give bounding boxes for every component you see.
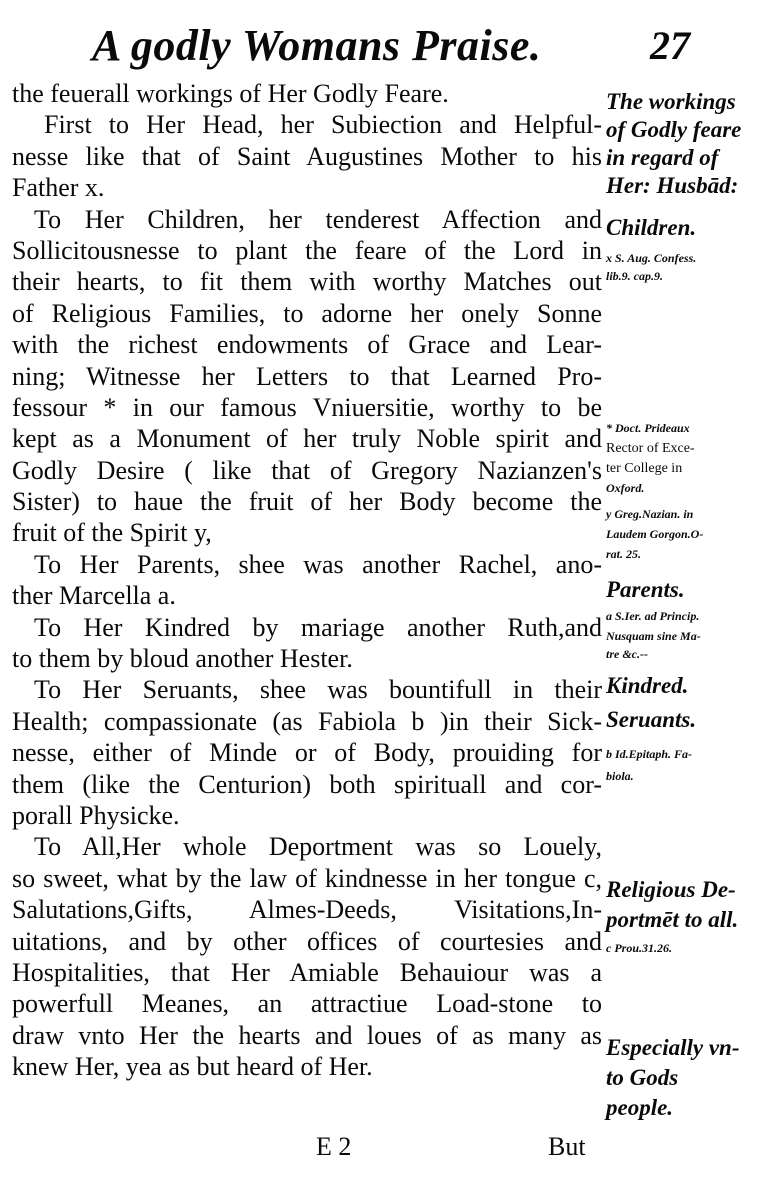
margin-note: portmēt to all.	[606, 907, 739, 932]
margin-note: Children.	[606, 215, 697, 240]
running-header	[0, 16, 783, 76]
body-text	[12, 78, 602, 1083]
margin-note: ter College in	[606, 461, 683, 476]
margin-note: Laudem Gorgon.O-	[606, 527, 704, 541]
margin-note: of Godly feare	[606, 117, 742, 142]
text-line: to them by bloud another Hester.	[12, 644, 353, 674]
text-line: To All,Her whole Deportment was so Louely,	[34, 832, 602, 862]
margin-note: * Doct. Prideaux	[606, 421, 690, 435]
text-line: Sollicitousnesse to plant the feare of the Lord in	[12, 235, 602, 265]
margin-note: lib.9. cap.9.	[606, 269, 663, 283]
text-line: nesse like that of Saint Augustines Mother to his	[12, 141, 602, 171]
margin-note: The workings	[606, 89, 736, 114]
text-line: them (like the Centurion) both spirituall and cor-	[12, 769, 602, 799]
margin-note: Nusquam sine Ma-	[606, 629, 701, 643]
text-line: To Her Parents, shee was another Rachel, ano-	[34, 549, 602, 579]
margin-note: x S. Aug. Confess.	[606, 251, 697, 265]
margin-note: c Prou.31.26.	[606, 941, 672, 955]
text-line: powerfull Meanes, an attractiue Load-stone to	[12, 989, 602, 1019]
margin-note: tre &c.--	[606, 647, 648, 661]
page-footer	[0, 1132, 783, 1168]
text-line: fessour * in our famous Vniuersitie, worthy to be	[12, 392, 602, 422]
text-line: their hearts, to fit them with worthy Matches out	[12, 267, 602, 297]
text-line: First to Her Head, her Subiection and Helpful-	[44, 110, 602, 140]
text-line: kept as a Monument of her truly Noble spirit and	[12, 424, 602, 454]
text-line: ther Marcella a.	[12, 581, 176, 611]
margin-note: biola.	[606, 769, 634, 783]
text-line: To Her Kindred by mariage another Ruth,and	[34, 612, 602, 642]
text-line: Sister) to haue the fruit of her Body become the	[12, 487, 602, 517]
text-line: fruit of the Spirit y,	[12, 518, 212, 548]
text-line: porall Physicke.	[12, 800, 180, 830]
margin-note: Parents.	[606, 577, 685, 602]
page-number: 27	[650, 23, 690, 68]
text-line: To Her Seruants, shee was bountifull in their	[34, 675, 602, 705]
margin-note: y Greg.Nazian. in	[606, 507, 694, 521]
margin-note: Oxford.	[606, 481, 645, 495]
text-line: the feuerall workings of Her Godly Feare.	[12, 79, 449, 108]
page-title: A godly Womans Praise.	[92, 21, 542, 70]
margin-note: Especially vn-	[606, 1035, 740, 1060]
margin-note: rat. 25.	[606, 547, 642, 561]
margin-note: to Gods	[606, 1065, 679, 1090]
margin-note: in regard of	[606, 145, 719, 170]
text-line: with the richest endowments of Grace and Lear-	[12, 330, 602, 360]
catchword: But	[548, 1132, 586, 1161]
text-line: Health; compassionate (as Fabiola b )in their Sick-	[12, 706, 602, 736]
text-line: Salutations,Gifts, Almes-Deeds, Visitations,In-	[12, 895, 602, 925]
text-line: Hospitalities, that Her Amiable Behauiour was a	[12, 957, 602, 987]
text-line: so sweet, what by the law of kindnesse in her tongue c,	[12, 863, 602, 893]
text-line: of Religious Families, to adorne her onely Sonne	[12, 298, 602, 328]
margin-note: Her: Husbād:	[606, 173, 739, 198]
text-line: knew Her, yea as but heard of Her.	[12, 1052, 373, 1082]
margin-note: a S.Ier. ad Princip.	[606, 609, 700, 623]
text-line: To Her Children, her tenderest Affection and	[34, 204, 602, 234]
text-line: uitations, and by other offices of courtesies and	[12, 926, 602, 956]
text-line: Father x.	[12, 173, 105, 203]
text-line: ning; Witnesse her Letters to that Learned Pro-	[12, 361, 602, 391]
margin-note: b Id.Epitaph. Fa-	[606, 747, 693, 761]
text-line: Godly Desire ( like that of Gregory Nazianzen's	[12, 455, 602, 485]
margin-note: people.	[606, 1095, 674, 1120]
margin-note: Rector of Exce-	[606, 441, 695, 456]
margin-note: Kindred.	[606, 673, 689, 698]
margin-note: Seruants.	[606, 707, 697, 732]
margin-note: Religious De-	[606, 877, 736, 902]
signature-mark: E 2	[316, 1132, 352, 1161]
text-line: nesse, either of Minde or of Body, prouiding for	[12, 738, 602, 768]
text-line: draw vnto Her the hearts and loues of as many as	[12, 1020, 602, 1050]
